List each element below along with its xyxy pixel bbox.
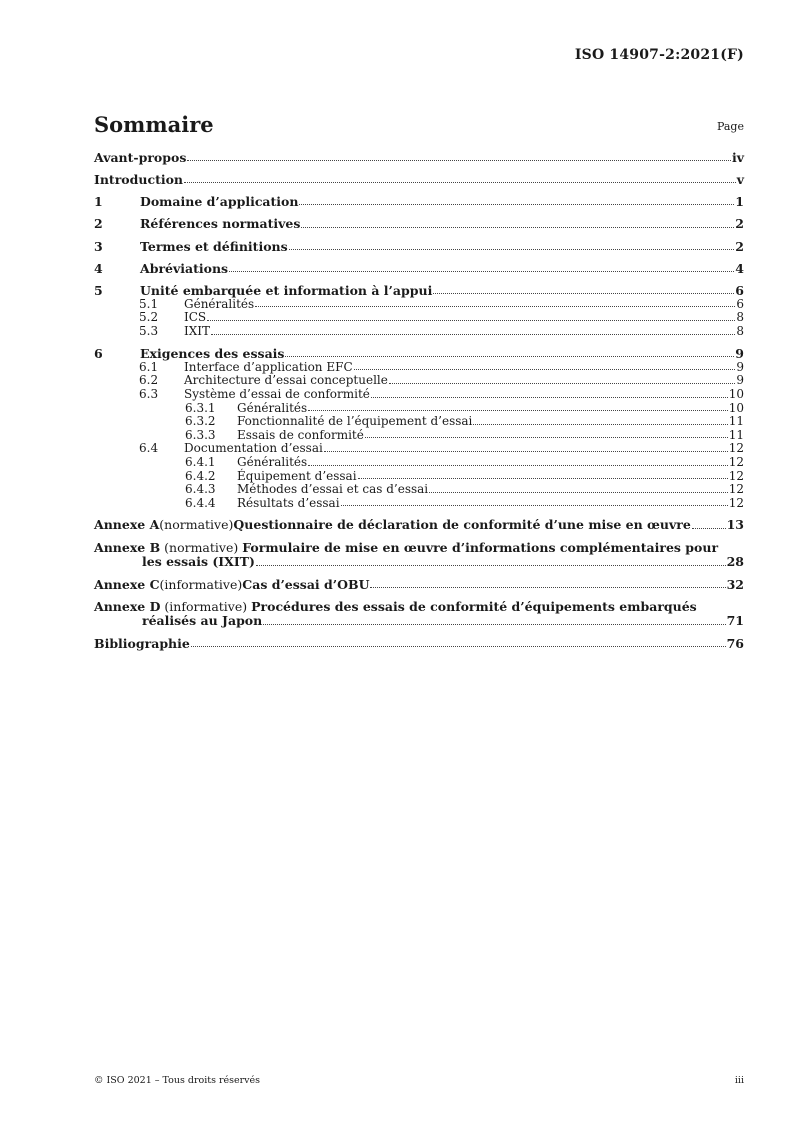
toc-entry[interactable] (94, 456, 744, 469)
page-number: iii (734, 1075, 744, 1086)
dot-leader (301, 227, 734, 228)
toc-entry[interactable] (94, 347, 744, 360)
dot-leader (473, 424, 727, 425)
toc-title: Références normatives (140, 216, 301, 232)
toc-page: 6 (736, 296, 744, 311)
toc-entry[interactable] (94, 361, 744, 374)
toc-number: 5.2 (139, 310, 159, 325)
toc-number: 2 (94, 216, 103, 232)
toc-title: Exigences des essais (140, 345, 285, 361)
toc-entry[interactable] (94, 240, 744, 253)
dot-leader (263, 624, 725, 625)
dot-leader (207, 320, 735, 321)
toc-number: 3 (94, 238, 103, 254)
toc-number: 6.2 (139, 373, 159, 388)
annex-entry[interactable] (94, 541, 744, 569)
dot-leader (191, 646, 726, 647)
dot-leader (371, 397, 728, 398)
dot-leader (308, 410, 728, 411)
toc-entry[interactable] (94, 311, 744, 324)
toc-number: 6.4.2 (185, 468, 216, 483)
toc-number: 6.3.1 (185, 400, 216, 415)
toc-entry[interactable] (94, 374, 744, 387)
annex-kind: (informative) (164, 599, 248, 615)
annex-title-continued: réalisés au Japon (142, 613, 263, 629)
annex-title-continued: les essais (IXIT) (142, 553, 255, 569)
toc-title: Généralités (237, 400, 308, 415)
dot-leader (256, 565, 726, 566)
toc-page: 12 (728, 482, 744, 497)
toc-number: 5 (94, 282, 103, 298)
toc-entry[interactable] (94, 298, 744, 311)
toc-page: 4 (735, 260, 744, 276)
toc-page: 8 (736, 324, 744, 339)
dot-leader (289, 249, 735, 250)
toc-title: Termes et définitions (140, 238, 288, 254)
annex-title: Cas d’essai d’OBU (242, 576, 370, 592)
toc-number: 6.4.1 (185, 454, 216, 469)
annex-page: 13 (726, 517, 744, 533)
dot-leader (354, 369, 736, 370)
dot-leader (187, 160, 731, 161)
dot-leader (429, 492, 728, 493)
annex-page: 32 (726, 576, 744, 592)
toc-entry[interactable] (94, 284, 744, 297)
toc-number: 5.3 (139, 324, 159, 339)
toc-number: 6.4.4 (185, 495, 216, 510)
dot-leader (433, 293, 734, 294)
toc-page: 12 (728, 441, 744, 456)
toc-entry[interactable] (94, 262, 744, 275)
annex-page: 71 (726, 613, 744, 629)
annex-entry[interactable] (94, 518, 744, 532)
dot-leader (324, 451, 728, 452)
toc-title: Documentation d’essai (184, 441, 323, 456)
toc-title: Généralités (184, 296, 255, 311)
toc-page: 2 (735, 216, 744, 232)
annex-title: Questionnaire de déclaration de conformité d’une mise en œuvre (233, 517, 691, 533)
toc-number: 5.1 (139, 296, 159, 311)
toc-entry[interactable] (94, 483, 744, 496)
toc-title: Résultats d’essai (237, 495, 340, 510)
toc-page: 1 (735, 194, 744, 210)
annex-entry[interactable] (94, 600, 744, 628)
toc-entry[interactable] (94, 388, 744, 401)
toc-page: 10 (728, 400, 744, 415)
toc-title: Essais de conformité (237, 427, 364, 442)
dot-leader (389, 383, 735, 384)
toc-title: ICS (184, 310, 207, 325)
toc-entry[interactable] (94, 402, 744, 415)
toc-entry[interactable] (94, 173, 744, 186)
toc-page: v (736, 172, 744, 188)
toc-entry[interactable] (94, 442, 744, 455)
toc-page: 11 (728, 427, 744, 442)
toc-title: Interface d’application EFC (184, 359, 353, 374)
copyright-footer: © ISO 2021 – Tous droits réservés (94, 1075, 261, 1086)
toc-title: Introduction (94, 172, 184, 188)
dot-leader (341, 505, 728, 506)
toc-title: Généralités (237, 454, 308, 469)
toc-entry[interactable] (94, 151, 744, 164)
toc-title: Domaine d’application (140, 194, 299, 210)
dot-leader (692, 528, 726, 529)
dot-leader (285, 356, 734, 357)
toc-page: 11 (728, 414, 744, 429)
toc-entry-bibliography[interactable] (94, 637, 744, 650)
toc-entry[interactable] (94, 497, 744, 510)
dot-leader (255, 306, 735, 307)
toc-page: 12 (728, 495, 744, 510)
dot-leader (370, 587, 725, 588)
annex-page: 28 (726, 553, 744, 569)
toc-number: 6.4 (139, 441, 159, 456)
toc-number: 4 (94, 260, 103, 276)
toc-number: 6.3.3 (185, 427, 216, 442)
toc-page: 76 (726, 635, 744, 651)
annex-kind: (normative) (159, 517, 234, 533)
toc-number: 6.3.2 (185, 414, 216, 429)
document-reference: ISO 14907-2:2021(F) (574, 47, 744, 63)
table-of-contents (94, 151, 744, 650)
annex-label: Annexe C (94, 576, 160, 592)
toc-page: 12 (728, 468, 744, 483)
page-title: Sommaire (94, 112, 214, 137)
annex-label: Annexe D (94, 599, 161, 615)
page-column-label: Page (716, 120, 744, 133)
dot-leader (184, 182, 736, 183)
toc-page: 6 (735, 282, 744, 298)
toc-title: Abréviations (140, 260, 229, 276)
dot-leader (299, 204, 734, 205)
toc-title: Système d’essai de conformité (184, 386, 370, 401)
dot-leader (365, 437, 728, 438)
toc-page: iv (731, 150, 744, 165)
toc-page: 12 (728, 454, 744, 469)
annex-label: Annexe B (94, 540, 161, 556)
toc-title: Bibliographie (94, 635, 190, 651)
toc-number: 6.3 (139, 386, 159, 401)
toc-page: 9 (735, 345, 744, 361)
annex-entry[interactable] (94, 578, 744, 592)
toc-title: Unité embarquée et information à l’appui (140, 282, 433, 298)
toc-page: 2 (735, 238, 744, 254)
dot-leader (308, 465, 728, 466)
toc-title: IXIT (184, 324, 211, 339)
toc-page: 8 (736, 310, 744, 325)
toc-entry[interactable] (94, 325, 744, 338)
toc-title: Méthodes d’essai et cas d’essai (237, 482, 429, 497)
annex-label: Annexe A (94, 517, 160, 533)
dot-leader (229, 271, 734, 272)
toc-title: Architecture d’essai conceptuelle (184, 373, 388, 388)
toc-entry[interactable] (94, 195, 744, 208)
toc-page: 9 (736, 373, 744, 388)
toc-number: 6.1 (139, 359, 159, 374)
toc-number: 6 (94, 345, 103, 361)
toc-number: 1 (94, 194, 103, 210)
toc-number: 6.4.3 (185, 482, 216, 497)
toc-entry[interactable] (94, 217, 744, 230)
toc-title: Équipement d’essai (237, 468, 357, 483)
toc-title: Avant-propos (94, 150, 187, 165)
toc-page: 9 (736, 359, 744, 374)
toc-entry[interactable] (94, 470, 744, 483)
annex-title: Procédures des essais de conformité d’équipements embarqués (251, 599, 697, 615)
annex-kind: (normative) (164, 540, 239, 556)
toc-page: 10 (728, 386, 744, 401)
annex-kind: (informative) (159, 576, 243, 592)
annex-title: Formulaire de mise en œuvre d’informations complémentaires pour (242, 540, 719, 556)
dot-leader (358, 478, 728, 479)
toc-title: Fonctionnalité de l’équipement d’essai (237, 414, 473, 429)
toc-entry[interactable] (94, 429, 744, 442)
dot-leader (211, 334, 735, 335)
toc-entry[interactable] (94, 415, 744, 428)
